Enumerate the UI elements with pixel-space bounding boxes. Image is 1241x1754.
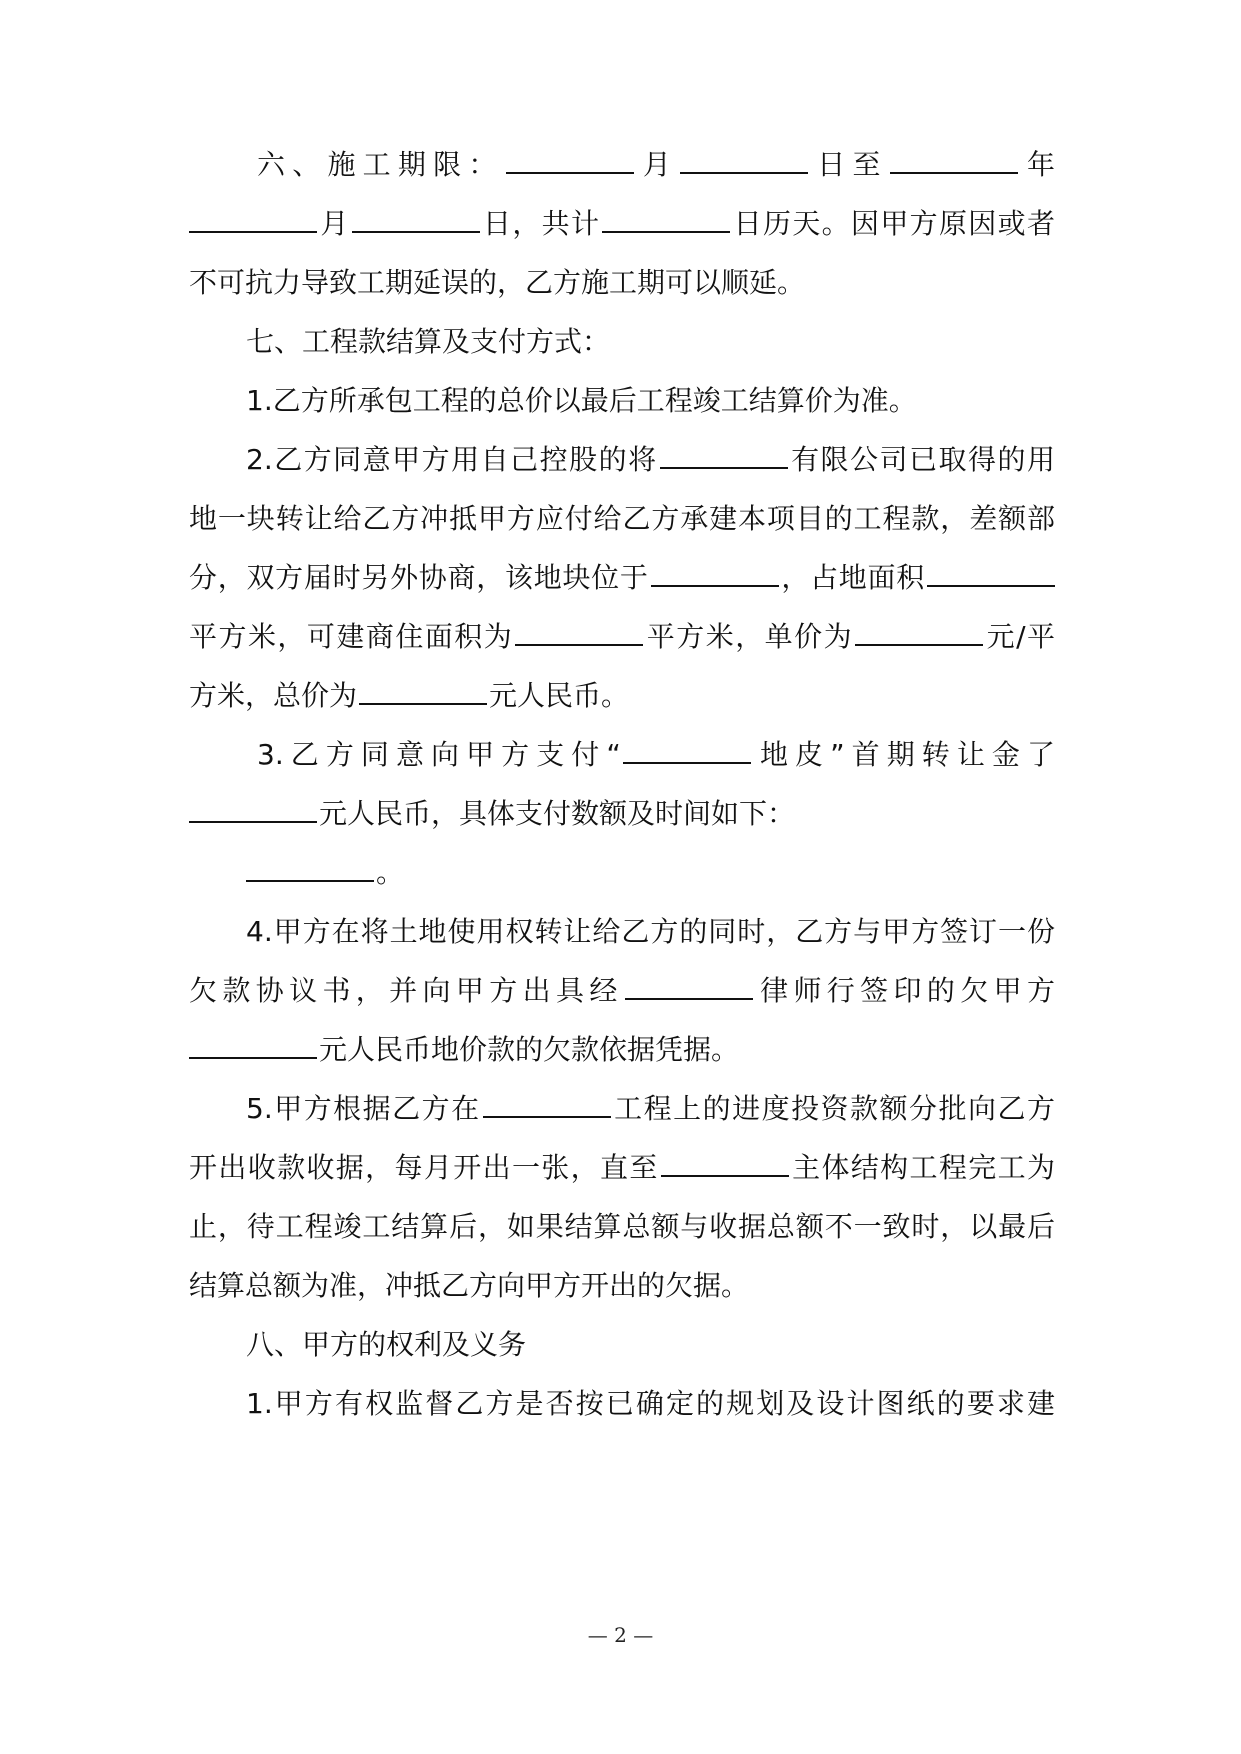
text-line: 1.乙方所承包工程的总价以最后工程竣工结算价为准。 bbox=[246, 384, 917, 417]
text-line: 元人民币，具体支付数额及时间如下： bbox=[189, 794, 1055, 834]
text-line: 元人民币地价款的欠款依据凭据。 bbox=[189, 1030, 1055, 1070]
page-number: — 2 — bbox=[587, 1623, 654, 1647]
text-line: 结算总额为准，冲抵乙方向甲方开出的欠据。 bbox=[189, 1269, 750, 1302]
section-heading: 八、甲方的权利及义务 bbox=[246, 1328, 527, 1361]
fill-blank bbox=[359, 677, 487, 705]
text-line: 分，双方届时另外协商，该地块位于 ，占地面积 bbox=[189, 558, 1055, 598]
fill-blank bbox=[680, 146, 808, 174]
fill-blank bbox=[602, 205, 730, 233]
fill-blank bbox=[927, 559, 1055, 587]
text-line: 5.甲方根据乙方在 工程上的进度投资款额分批向乙方 bbox=[246, 1092, 1055, 1125]
fill-blank bbox=[506, 146, 634, 174]
fill-blank bbox=[625, 972, 753, 1000]
fill-blank bbox=[890, 146, 1018, 174]
text-line: 欠款协议书，并向甲方出具经 律师行签印的欠甲方 bbox=[189, 974, 1055, 1007]
text-line: 方米，总价为 元人民币。 bbox=[189, 679, 630, 712]
text-line: 地一块转让给乙方冲抵甲方应付给乙方承建本项目的工程款，差额部 bbox=[189, 502, 1055, 535]
text-line: 开出收款收据，每月开出一张，直至 主体结构工程完工为 bbox=[189, 1151, 1055, 1184]
section-heading: 七、工程款结算及支付方式： bbox=[246, 325, 611, 358]
fill-blank bbox=[623, 736, 751, 764]
text-line: 不可抗力导致工期延误的，乙方施工期可以顺延。 bbox=[189, 266, 806, 299]
text-line: 月 日，共计 日历天。因甲方原因或者 bbox=[189, 204, 1055, 244]
fill-blank bbox=[855, 618, 983, 646]
text-line: 六、施工期限： 月 日至 年 bbox=[257, 148, 1055, 181]
fill-blank bbox=[352, 205, 480, 233]
fill-blank bbox=[483, 1090, 611, 1118]
text-line: 止，待工程竣工结算后，如果结算总额与收据总额不一致时，以最后 bbox=[189, 1210, 1055, 1243]
text-line: 2.乙方同意甲方用自己控股的将 有限公司已取得的用 bbox=[246, 443, 1055, 476]
fill-blank bbox=[246, 854, 374, 882]
fill-blank bbox=[189, 1031, 317, 1059]
text-line: 3.乙方同意向甲方支付“ 地皮”首期转让金了 bbox=[257, 738, 1055, 771]
fill-blank bbox=[660, 441, 788, 469]
fill-blank bbox=[661, 1149, 789, 1177]
fill-blank bbox=[189, 795, 317, 823]
fill-blank bbox=[651, 559, 779, 587]
text-line: 4.甲方在将土地使用权转让给乙方的同时，乙方与甲方签订一份 bbox=[246, 915, 1055, 948]
fill-blank bbox=[189, 205, 317, 233]
text-line: 。 bbox=[246, 853, 1055, 893]
text-line: 平方米，可建商住面积为 平方米，单价为 元/平 bbox=[189, 620, 1055, 653]
text-line: 1.甲方有权监督乙方是否按已确定的规划及设计图纸的要求建 bbox=[246, 1387, 1055, 1420]
fill-blank bbox=[515, 618, 643, 646]
